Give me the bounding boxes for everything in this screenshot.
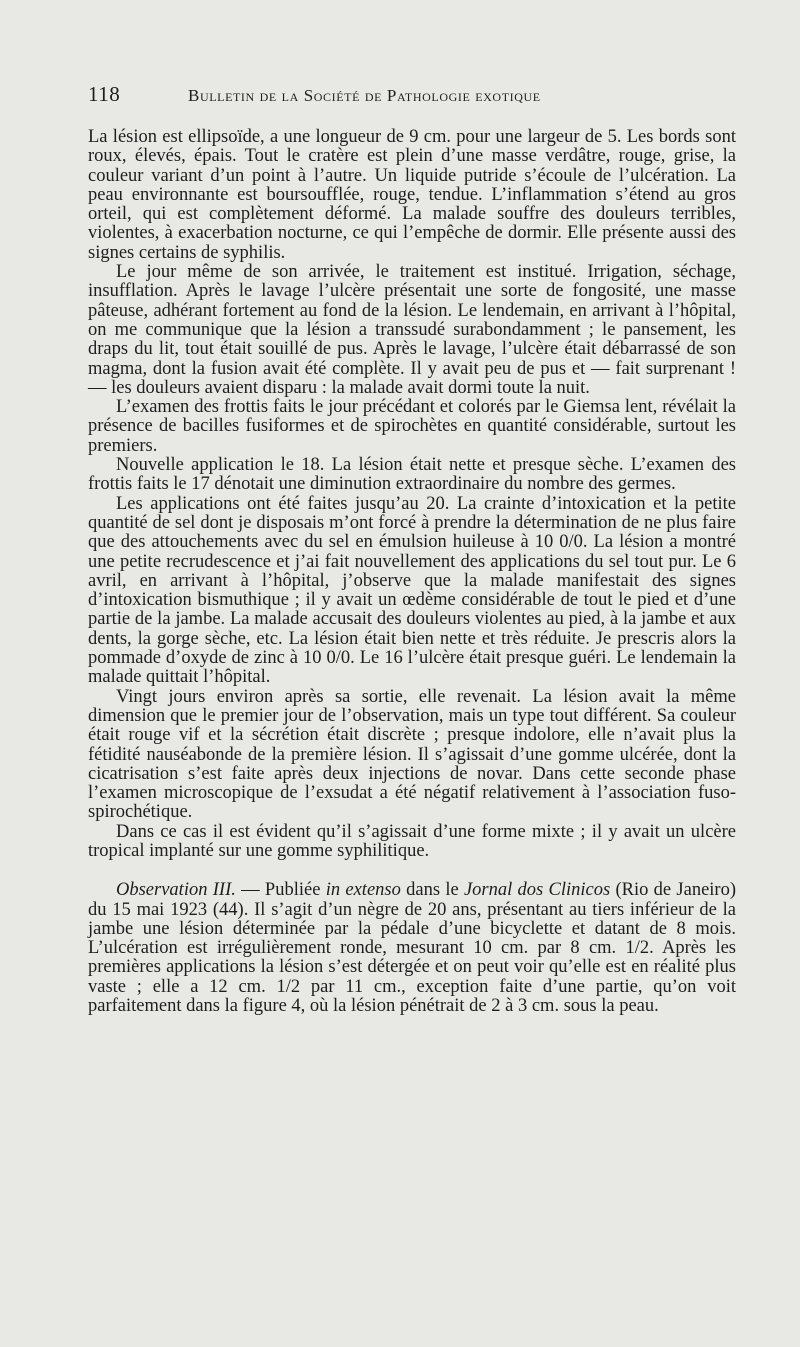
- paragraph-applications: Les applications ont été faites jusqu’au 20. La crainte d’intoxication et la petite quantité de sel dont je disposais m’ont forcé à prendre la détermination de ne plus faire que des attouchements avec du sel en émulsion huileuse à 10 0/0. La lésion a montré une petite recrudescence et j’ai fait nouvellement des applications du sel tout pur. Le 6 avril, en arrivant à l’hôpital, j’observe que la malade manifestait des signes d’intoxication bismuthique ; il y avait un œdème considérable de tout le pied et d’une partie de la jambe. La malade accusait des douleurs violentes au pied, à la jambe et aux dents, la gorge sèche, etc. La lésion était bien nette et très réduite. Je prescris alors la pommade d’oxyde de zinc à 10 0/0. Le 16 l’ulcère était presque guéri. Le lendemain la malade quittait l’hôpital.: [88, 493, 736, 688]
- observation-title: Observation III.: [116, 880, 236, 901]
- body-text: [88, 128, 736, 1016]
- paragraph-smear-exam: L’examen des frottis faits le jour précédant et colorés par le Giemsa lent, révélait la présence de bacilles fusiformes et de spirochètes en quantité considérable, surtout les premiers.: [88, 397, 736, 456]
- paragraph-treatment: Le jour même de son arrivée, le traitement est institué. Irrigation, séchage, insufflation. Après le lavage l’ulcère présentait une sorte de fongosité, une masse pâteuse, adhérant fortement au fond de la lésion. Le lendemain, en arrivant à l’hôpital, on me communique que la lésion a transsudé surabondamment ; le pansement, les draps du lit, tout était souillé de pus. Après le lavage, l’ulcère était débarrassé de son magma, dont la fusion avait été complète. Il y avait peu de pus et — fait surprenant ! — les douleurs avaient disparu : la malade avait dormi toute la nuit.: [88, 262, 736, 398]
- paragraph-observation-iii: [88, 881, 736, 1016]
- page-header: [88, 82, 648, 110]
- paragraph-return: Vingt jours environ après sa sortie, elle revenait. La lésion avait la même dimension que le premier jour de l’observation, mais un type tout différent. Sa couleur était rouge vif et la sécrétion était discrète ; presque indolore, elle n’avait plus la fétidité nauséabonde de la première lésion. Il s’agissait d’une gomme ulcérée, dont la cicatrisation s’est faite après deux injections de novar. Dans cette seconde phase l’examen microscopique de l’exsudat a été négatif relativement à l’association fuso-spirochétique.: [88, 686, 736, 823]
- paragraph-new-application: Nouvelle application le 18. La lésion était nette et presque sèche. L’examen des frottis faits le 17 dénotait une diminution extraordinaire du nombre des germes.: [88, 455, 736, 495]
- paragraph-lesion-description: La lésion est ellipsoïde, a une longueur de 9 cm. pour une largeur de 5. Les bords sont roux, élevés, épais. Tout le cratère est plein d’une masse verdâtre, rouge, grise, la couleur variant d’un point à l’autre. Un liquide putride s’écoule de l’ulcération. La peau environnante est boursoufflée, rouge, tendue. L’inflammation s’étend au gros orteil, qui est complètement déformé. La malade souffre des douleurs terribles, violentes, à exacerbation nocturne, ce qui l’empêche de dormir. Elle présente aussi des signes certains de syphilis.: [88, 127, 736, 263]
- observation-dash: — Publiée: [235, 880, 326, 901]
- observation-journal: Jornal dos Clinicos: [463, 880, 611, 901]
- page-number: 118: [88, 82, 121, 106]
- section-gap: [88, 861, 736, 881]
- running-head: Bulletin de la Société de Pathologie exotique: [188, 86, 541, 105]
- observation-rest: (Rio de Janeiro) du 15 mai 1923 (44). Il s’agit d’un nègre de 20 ans, présentant au tiers inférieur de la jambe une lésion déterminée par la pédale d’une bicyclette et datant de 8 mois. L’ulcération est irrégulièrement ronde, mesurant 10 cm. par 8 cm. 1/2. Après les premières applications la lésion s’est détergée et on peut voir qu’elle est en réalité plus vaste ; elle a 12 cm. 1/2 par 11 cm., exception faite d’une partie, qu’on voit parfaitement dans la figure 4, où la lésion pénétrait de 2 à 3 cm. sous la peau.: [88, 880, 737, 1017]
- observation-mid: dans le: [400, 880, 464, 901]
- paragraph-conclusion: Dans ce cas il est évident qu’il s’agissait d’une forme mixte ; il y avait un ulcère tropical implanté sur une gomme syphilitique.: [88, 821, 736, 861]
- observation-in-extenso: in extenso: [325, 880, 401, 901]
